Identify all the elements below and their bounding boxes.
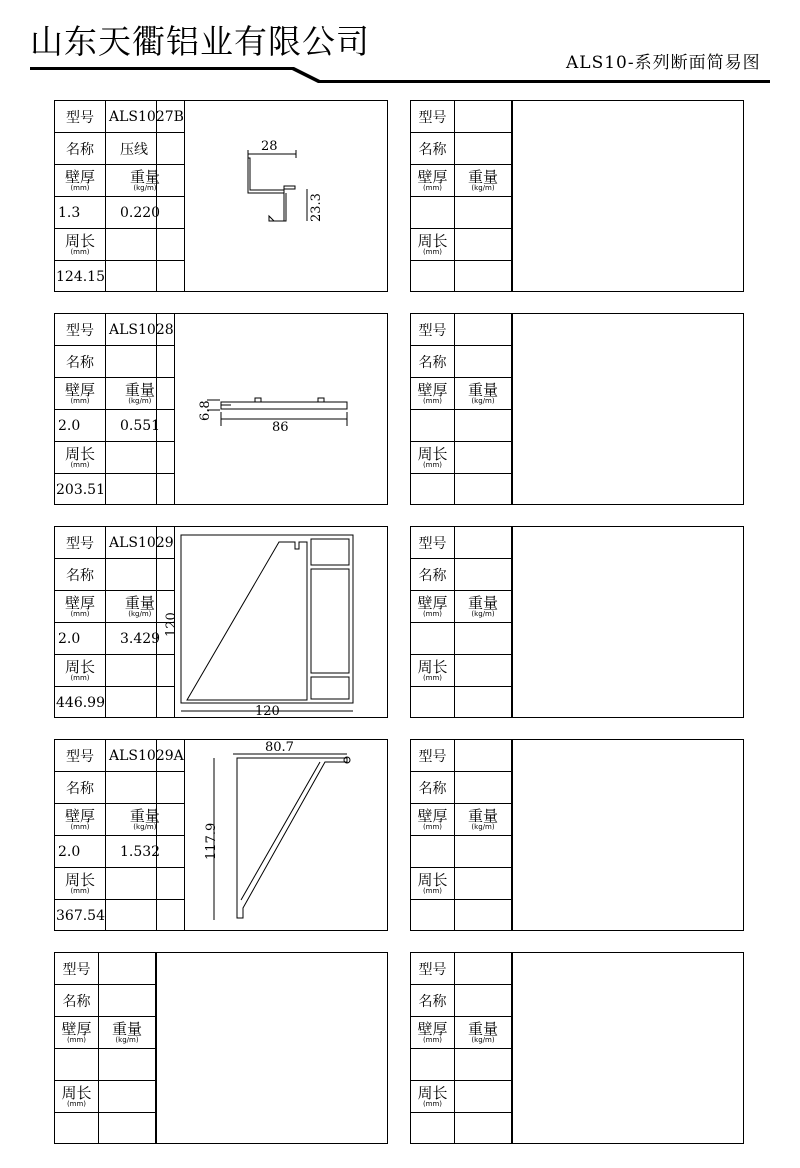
model-label: 型号 [411,527,455,559]
perimeter-label: 周长 (mm) [411,442,455,474]
name-label: 名称 [411,559,455,591]
weight-value: 0.220 [106,197,185,229]
name-value [99,985,156,1017]
weight-value [455,836,512,868]
name-value [455,772,512,804]
weight-value [99,1049,156,1081]
perimeter-value [411,687,455,719]
weight-value: 0.551 [106,410,175,442]
profile-drawing [156,314,389,504]
weight-value [455,197,512,229]
model-value [455,527,512,559]
perimeter-value: 446.99 [55,687,106,719]
spec-table [411,527,512,718]
profile-card [410,100,744,292]
name-value [455,133,512,165]
series-title: ALS10-系列断面简易图 [566,53,761,73]
model-value [455,101,512,133]
perimeter-label: 周长 (mm) [411,229,455,261]
spec-table [411,953,512,1144]
perimeter-label: 周长 (mm) [411,655,455,687]
thickness-label: 壁厚 (mm) [55,591,106,623]
model-label: 型号 [55,314,106,346]
model-value: ALS1029 [106,527,175,559]
name-label: 名称 [55,559,106,591]
dim-height: 117.9 [204,822,219,860]
profile-card [410,739,744,931]
weight-label: 重量 (kg/m) [106,591,175,623]
weight-label: 重量 (kg/m) [455,165,512,197]
profile-drawing [156,953,389,1143]
perimeter-label: 周长 (mm) [55,1081,99,1113]
thickness-label: 壁厚 (mm) [55,165,106,197]
perimeter-value [411,900,455,932]
weight-value [455,1049,512,1081]
weight-value: 3.429 [106,623,175,655]
thickness-value [411,1049,455,1081]
weight-value: 1.532 [106,836,185,868]
spec-table [411,740,512,931]
thickness-value [411,410,455,442]
thickness-label: 壁厚 (mm) [411,378,455,410]
dim-height: 23.3 [309,193,324,222]
profile-card [54,952,388,1144]
model-label: 型号 [55,740,106,772]
perimeter-label: 周长 (mm) [411,1081,455,1113]
name-value [455,559,512,591]
dim-height: 6.8 [198,400,213,421]
perimeter-value [411,474,455,506]
perimeter-label: 周长 (mm) [411,868,455,900]
profile-drawing [512,527,745,717]
profile-card [54,313,388,505]
thickness-value [411,836,455,868]
model-value [455,740,512,772]
dim-width: 86 [272,420,289,435]
name-label: 名称 [411,985,455,1017]
model-value: ALS1027B [106,101,185,133]
thickness-label: 壁厚 (mm) [55,804,106,836]
spec-table [55,953,156,1144]
profile-drawing [512,953,745,1143]
dim-width: 120 [255,704,280,717]
weight-label: 重量 (kg/m) [455,1017,512,1049]
company-name: 山东天衢铝业有限公司 [30,22,370,61]
weight-label: 重量 (kg/m) [455,804,512,836]
thickness-value: 1.3 [55,197,106,229]
perimeter-value: 124.15 [55,261,106,293]
profile-card [410,313,744,505]
name-label: 名称 [55,985,99,1017]
perimeter-value: 367.54 [55,900,106,932]
name-value [455,985,512,1017]
thickness-value: 2.0 [55,410,106,442]
model-label: 型号 [411,101,455,133]
thickness-label: 壁厚 (mm) [411,591,455,623]
spec-table [411,101,512,292]
weight-label: 重量 (kg/m) [99,1017,156,1049]
profile-card [54,100,388,292]
name-label: 名称 [55,133,106,165]
model-label: 型号 [55,527,106,559]
thickness-label: 壁厚 (mm) [55,1017,99,1049]
name-label: 名称 [411,133,455,165]
perimeter-label: 周长 (mm) [55,442,106,474]
perimeter-value [411,261,455,293]
spec-table [411,314,512,505]
model-value [455,314,512,346]
profile-drawing [512,740,745,930]
name-label: 名称 [55,346,106,378]
profile-card [54,526,388,718]
model-value: ALS1029A [106,740,185,772]
thickness-label: 壁厚 (mm) [411,165,455,197]
perimeter-value [411,1113,455,1145]
weight-value [455,623,512,655]
model-label: 型号 [411,740,455,772]
name-value: 压线 [106,133,185,165]
perimeter-value [55,1113,99,1145]
profile-drawing [156,740,389,930]
model-value [99,953,156,985]
thickness-value [411,197,455,229]
thickness-value: 2.0 [55,623,106,655]
dim-width: 80.7 [265,740,294,755]
perimeter-label: 周长 (mm) [55,229,106,261]
name-value [455,346,512,378]
weight-label: 重量 (kg/m) [106,378,175,410]
profile-card [54,739,388,931]
weight-label: 重量 (kg/m) [455,378,512,410]
name-label: 名称 [55,772,106,804]
header-rule [0,0,800,90]
weight-label: 重量 (kg/m) [106,165,185,197]
thickness-value: 2.0 [55,836,106,868]
model-value [455,953,512,985]
thickness-label: 壁厚 (mm) [411,1017,455,1049]
profile-drawing [156,101,389,291]
model-label: 型号 [55,101,106,133]
name-label: 名称 [411,772,455,804]
name-label: 名称 [411,346,455,378]
thickness-value [411,623,455,655]
weight-label: 重量 (kg/m) [455,591,512,623]
thickness-label: 壁厚 (mm) [411,804,455,836]
dim-height: 120 [164,612,179,637]
perimeter-label: 周长 (mm) [55,868,106,900]
profile-drawing [512,314,745,504]
profile-drawing [512,101,745,291]
profile-card [410,526,744,718]
dim-width: 28 [261,139,278,154]
perimeter-value: 203.51 [55,474,106,506]
model-label: 型号 [55,953,99,985]
model-label: 型号 [411,953,455,985]
weight-label: 重量 (kg/m) [106,804,185,836]
model-label: 型号 [411,314,455,346]
thickness-label: 壁厚 (mm) [55,378,106,410]
thickness-value [55,1049,99,1081]
profile-card [410,952,744,1144]
perimeter-label: 周长 (mm) [55,655,106,687]
profile-drawing [156,527,389,717]
weight-value [455,410,512,442]
model-value: ALS1028 [106,314,175,346]
